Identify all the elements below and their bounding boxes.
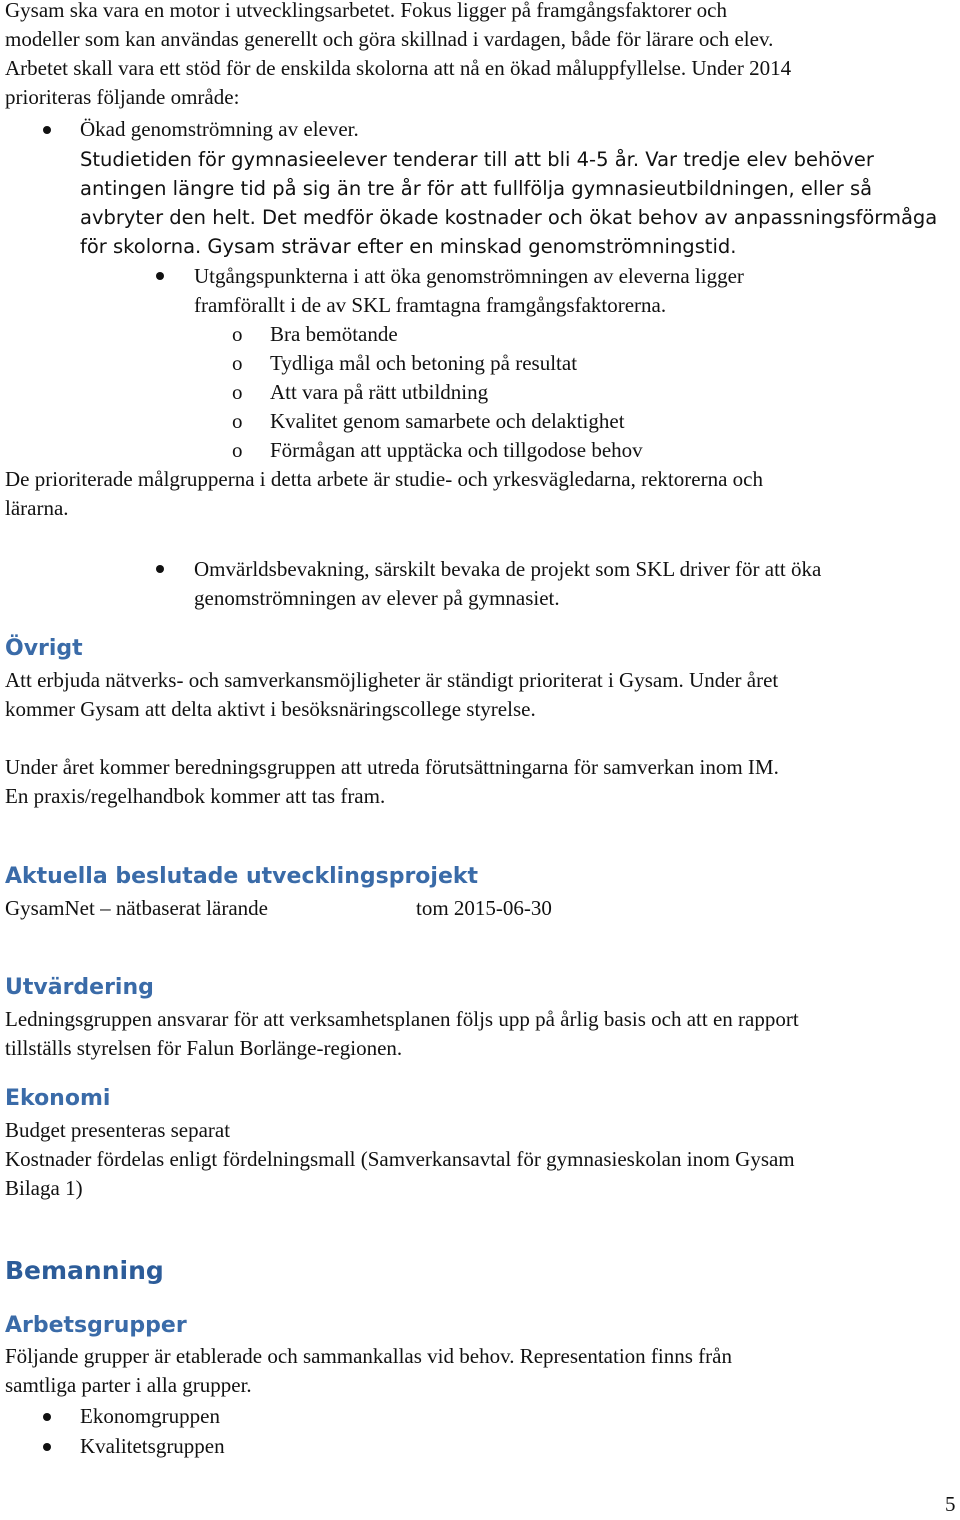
ovrigt-line: Att erbjuda nätverks- och samverkansmöjligheter är ständigt prioriterat i Gysam. Under året [5, 668, 779, 692]
arbetsgrupper-line: Följande grupper är etablerade och sammankallas vid behov. Representation finns från [5, 1344, 732, 1368]
intro-line: prioriteras följande område: [5, 85, 240, 109]
ekonomi-line: Kostnader fördelas enligt fördelningsmall (Samverkansavtal för gymnasieskolan inom Gysam [5, 1147, 795, 1171]
bullet-icon [43, 1413, 51, 1421]
section-heading-ovrigt: Övrigt [5, 636, 83, 661]
bullet-icon [156, 565, 164, 573]
sub-bullet-marker: o [232, 380, 243, 404]
intro-line: Arbetet skall vara ett stöd för de enskilda skolorna att nå en ökad måluppfyllelse. Under 2014 [5, 56, 792, 80]
section-heading-arbetsgrupper: Arbetsgrupper [5, 1313, 187, 1338]
target-groups-line: lärarna. [5, 496, 69, 520]
bullet-icon [43, 126, 51, 134]
sub-bullet-item: Bra bemötande [270, 322, 398, 346]
project-date: tom 2015-06-30 [416, 896, 552, 920]
arbetsgrupp-item: Ekonomgruppen [80, 1404, 220, 1428]
bullet-body-line: för skolorna. Gysam strävar efter en minskad genomströmningstid. [80, 235, 737, 258]
page-number: 5 [945, 1492, 956, 1516]
sub-bullet-marker: o [232, 322, 243, 346]
section-heading-ekonomi: Ekonomi [5, 1086, 111, 1111]
bullet-body-line: Studietiden för gymnasieelever tenderar till att bli 4-5 år. Var tredje elev behöver [80, 148, 874, 171]
intro-line: Gysam ska vara en motor i utvecklingsarbetet. Fokus ligger på framgångsfaktorer och [5, 0, 727, 22]
arbetsgrupp-item: Kvalitetsgruppen [80, 1434, 225, 1458]
bullet-line: framförallt i de av SKL framtagna framgångsfaktorerna. [194, 293, 667, 317]
project-name: GysamNet – nätbaserat lärande [5, 896, 268, 920]
sub-bullet-item: Att vara på rätt utbildning [270, 380, 489, 404]
sub-bullet-item: Förmågan att upptäcka och tillgodose behov [270, 438, 643, 462]
bullet-icon [43, 1443, 51, 1451]
ovrigt-line: Under året kommer beredningsgruppen att utreda förutsättningarna för samverkan inom IM. [5, 755, 779, 779]
sub-bullet-item: Tydliga mål och betoning på resultat [270, 351, 578, 375]
bullet-body-line: avbryter den helt. Det medför ökade kostnader och ökat behov av anpassningsförmåga [80, 206, 938, 229]
section-heading-utvardering: Utvärdering [5, 975, 154, 1000]
ovrigt-line: En praxis/regelhandbok kommer att tas fram. [5, 784, 386, 808]
sub-bullet-marker: o [232, 409, 243, 433]
bullet-body-line: antingen längre tid på sig än tre år för att fullfölja gymnasieutbildningen, eller så [80, 177, 873, 200]
utvardering-line: Ledningsgruppen ansvarar för att verksamhetsplanen följs upp på årlig basis och att en rapport [5, 1007, 799, 1031]
ekonomi-line: Budget presenteras separat [5, 1118, 231, 1142]
sub-bullet-marker: o [232, 351, 243, 375]
target-groups-line: De prioriterade målgrupperna i detta arbete är studie- och yrkesvägledarna, rektorerna och [5, 467, 763, 491]
bullet-line: Utgångspunkterna i att öka genomströmningen av eleverna ligger [194, 264, 744, 288]
bullet-icon [156, 272, 164, 280]
bullet-line: genomströmningen av elever på gymnasiet. [194, 586, 560, 610]
section-heading-projects: Aktuella beslutade utvecklingsprojekt [5, 864, 479, 889]
bullet-line: Omvärldsbevakning, särskilt bevaka de projekt som SKL driver för att öka [194, 557, 822, 581]
ovrigt-line: kommer Gysam att delta aktivt i besöksnäringscollege styrelse. [5, 697, 536, 721]
intro-line: modeller som kan användas generellt och göra skillnad i vardagen, både för lärare och elev. [5, 27, 774, 51]
section-heading-bemanning: Bemanning [5, 1256, 164, 1285]
sub-bullet-marker: o [232, 438, 243, 462]
bullet-title: Ökad genomströmning av elever. [80, 117, 359, 141]
arbetsgrupper-line: samtliga parter i alla grupper. [5, 1373, 252, 1397]
utvardering-line: tillställs styrelsen för Falun Borlänge-regionen. [5, 1036, 403, 1060]
ekonomi-line: Bilaga 1) [5, 1176, 83, 1200]
sub-bullet-item: Kvalitet genom samarbete och delaktighet [270, 409, 625, 433]
